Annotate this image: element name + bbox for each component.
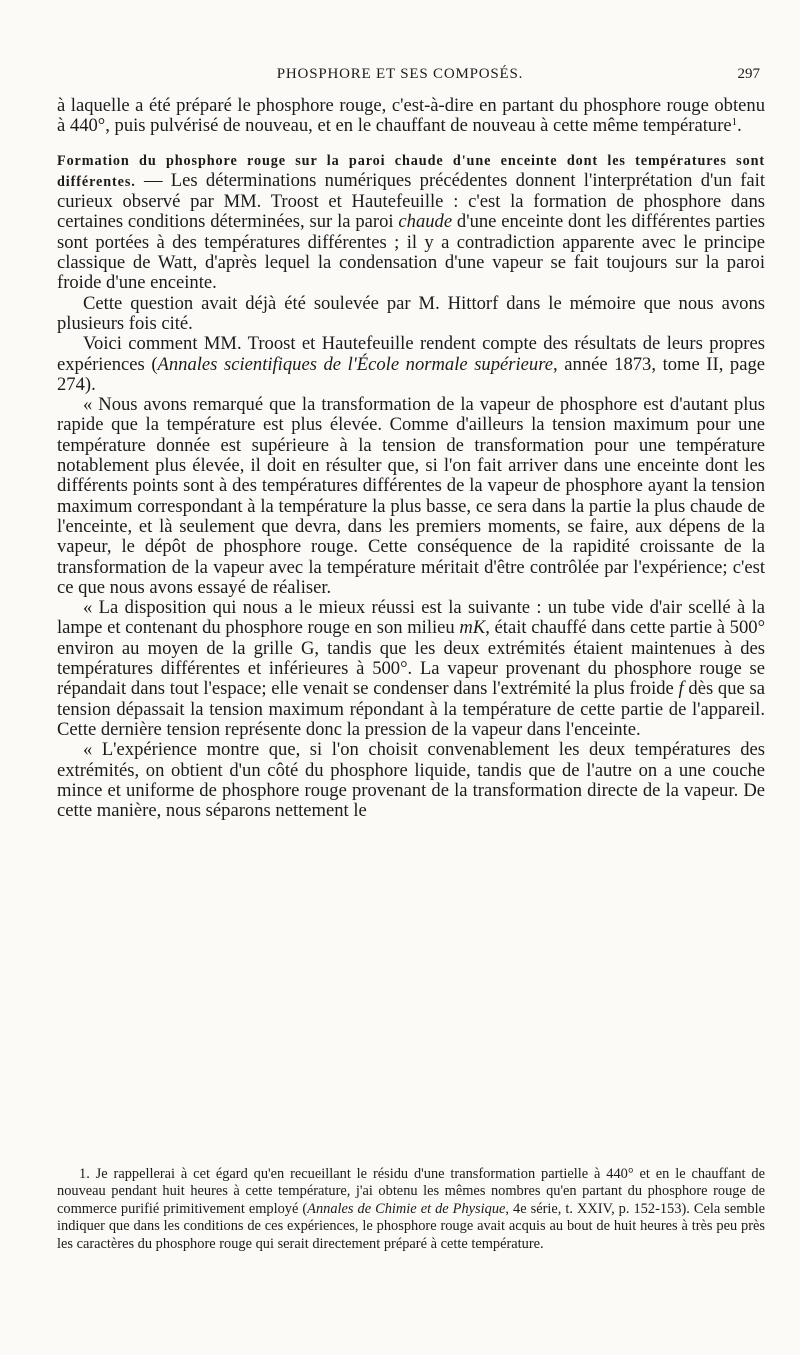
footnote-reference: 1 [731,116,738,129]
page-header [0,66,800,90]
section-gap [57,137,765,150]
paragraph-4-end: , année 1873, tome II, page 274). [57,353,766,395]
symbol-f: f [678,678,684,700]
footnote-1 [57,1166,765,1253]
journal-title: Annales scientifiques de l'École normale supérieure [157,353,554,375]
symbol-mk: mK [459,617,486,639]
paragraph-quote-3: « L'expérience montre que, si l'on choisit convenablement les deux températures des extrémités, on obtient d'un côté du phosphore liquide, tandis que de l'autre on a une couche mince et uniforme de phosphore rouge provenant de la transformation directe de la vapeur. De cette manière, nous séparons nettement le [57,739,765,822]
page-number: 297 [737,66,760,82]
footnote-text-start: Je rappellerai à cet égard qu'en recueillant le résidu d'une transformation partielle à 440° et en le chauffant de nouveau pendant huit heures à cette température, j'ai obtenu les mêmes nombres qu'en partant du phosphore rouge de commerce purifié primitivement employé ( [57,1166,765,1217]
footnote-text-end: , 4e série, t. XXIV, p. 152-153). Cela semble indiquer que dans les conditions de ces expériences, le phosphore rouge avait acquis au bout de huit heures à très peu près les caractères du phosphore rouge qui serait directement préparé à cette température. [57,1200,765,1252]
footnote-journal: Annales de Chimie et de Physique [307,1200,506,1217]
body-text [57,96,765,821]
footnote-number: 1. [79,1166,90,1182]
paragraph-4-start: Voici comment MM. Troost et Hautefeuille rendent compte des résultats de leurs propres expériences ( [57,333,765,375]
paragraph-2-end: d'une enceinte dont les différentes parties sont portées à des températures différentes ; il y a contradiction apparente avec le principe classique de Watt, d'après lequel la condensation d'une vapeur se fait toujours sur la paroi froide d'une enceinte. [57,211,765,294]
paragraph-2-italic: chaude [398,211,453,233]
paragraph-continuation [57,96,765,137]
paragraph-1-end: . [737,115,742,137]
footnote-area [57,1166,765,1253]
section-heading: Formation du phosphore rouge sur la paroi chaude d'une enceinte dont les températures sont différentes. [57,152,765,190]
paragraph-1-text: à laquelle a été préparé le phosphore rouge, c'est-à-dire en partant du phosphore rouge obtenu à 440°, puis pulvérisé de nouveau, et en le chauffant de nouveau à cette même température [57,95,765,137]
paragraph-reference [57,334,765,395]
paragraph-2-text: — Les déterminations numériques précédentes donnent l'interprétation d'un fait curieux observé par MM. Troost et Hautefeuille : c'est la formation de phosphore dans certaines conditions déterminées, sur la paroi [57,169,765,233]
running-title: PHOSPHORE ET SES COMPOSÉS. [276,66,524,82]
paragraph-quote-1: « Nous avons remarqué que la transformation de la vapeur de phosphore est d'autant plus rapide que la température est plus élevée. Comme d'ailleurs la tension maximum pour une température donnée est supérieure à la tension de transformation pour une température notablement plus élevée, il doit en résulter que, si l'on fait arriver dans une enceinte dont les différents points sont à des températures différentes de la vapeur de phosphore ayant la tension maximum correspondant à la température la plus basse, ce sera dans la partie la plus chaude de l'enceinte, et là seulement que devra, dans les premiers moments, se faire, aux dépens de la vapeur, le dépôt de phosphore rouge. Cette conséquence de la rapidité croissante de la transformation de la vapeur avec la température méritait d'être contrôlée par l'expérience; c'est ce que nous avons essayé de réaliser. [57,394,765,598]
paragraph-6-start: « La disposition qui nous a le mieux réussi est la suivante : un tube vide d'air scellé à la lampe et contenant du phosphore rouge en son milieu [57,597,765,639]
paragraph-hittorf: Cette question avait déjà été soulevée par M. Hittorf dans le mémoire que nous avons plusieurs fois cité. [57,292,765,334]
paragraph-6-mid: , était chauffé dans cette partie à 500° environ au moyen de la grille G, tandis que les deux extrémités étaient maintenues à des températures différentes et inférieures à 500°. La vapeur provenant du phosphore rouge se répandait dans tout l'espace; elle venait se condenser dans l'extrémité la plus froide [57,617,766,700]
paragraph-formation [57,150,765,294]
paragraph-6-end: dès que sa tension dépassait la tension maximum répondant à la température de cette partie de l'appareil. Cette dernière tension représente donc la pression de la vapeur dans l'enceinte. [57,678,765,740]
paragraph-quote-2 [57,598,765,740]
